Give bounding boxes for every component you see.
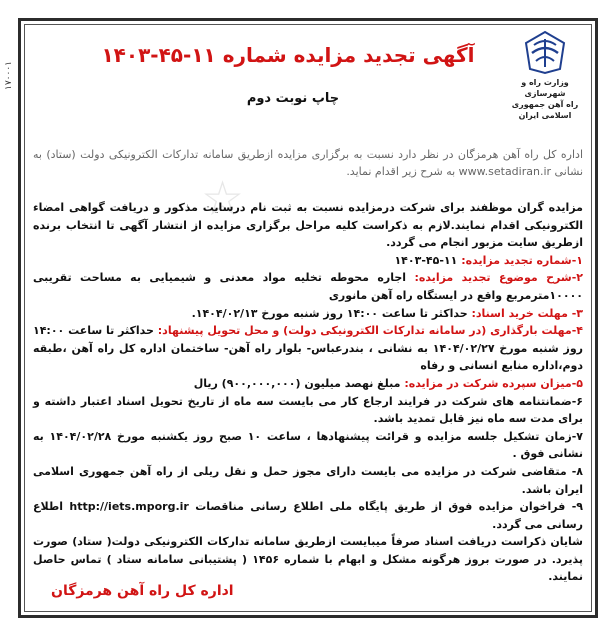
ad-frame xyxy=(4,18,598,618)
item-1-label: ۱-شماره تجدید مزایده: xyxy=(461,253,583,267)
print-round-subtitle: چاپ نوبت دوم xyxy=(246,91,340,106)
item-4-value: حداکثر تا ساعت ۱۴:۰۰ روز شنبه مورخ ۱۴۰۴/۰۲/۲۷ به نشانی ، بندرعباس- بلوار راه آهن- ساختمان اداره کل راه آهن ،طبقه دوم،اداره منابع انسانی و رفاه xyxy=(33,324,583,373)
closing-paragraph: شایان ذکراست دریافت اسناد صرفاً میبایست ازطریق سامانه تدارکات الکترونیکی دولت( ستاد) صورت پذیرد. در صورت بروز هرگونه مشکل و ابهام با شماره ۱۴۵۶ ( پشتیبانی سامانه ستاد ) تماس حاصل نمایند. xyxy=(33,535,583,584)
item-5 xyxy=(33,375,583,393)
item-3 xyxy=(33,305,583,323)
item-3-value: حداکثر تا ساعت ۱۴:۰۰ روز شنبه مورخ ۱۴۰۴/۰۲/۱۳. xyxy=(191,306,472,320)
item-3-label: ۳- مهلت خرید اسناد: xyxy=(471,306,583,320)
item-4 xyxy=(33,322,583,375)
page-title: آگهی تجدید مزایده شماره ۱۱-۴۵-۱۴۰۳ xyxy=(101,43,475,67)
item-5-label: ۵-میزان سپرده شرکت در مزایده: xyxy=(404,376,583,390)
item-9: ۹- فراخوان مزایده فوق از طریق پایگاه ملی اطلاع رسانی مناقصات http://iets.mporg.ir اطلاع رسانی می گردد. xyxy=(33,500,584,531)
issuer-signature: اداره کل راه آهن هرمزگان xyxy=(51,583,234,599)
body-paragraph-1: مزایده گران موظفند برای شرکت درمزایده نسبت به ثبت نام درسایت مذکور و دریافت گواهی امضاء الکترونیکی اقدام نمایند.لازم به ذکراست کلیه مراحل برگزاری مزایده از انتشار آگهی تا انتخاب برنده ازطریق سایت مزبور انجام می گردد. xyxy=(33,201,583,250)
intro-paragraph: اداره کل راه آهن هرمزگان در نظر دارد نسبت به برگزاری مزایده ازطریق سامانه تدارکات الکترونیکی دولت (ستاد) به نشانی www.setadiran.ir به شرح زیر اقدام نماید. xyxy=(33,148,583,178)
ministry-logo xyxy=(509,29,581,121)
item-5-value: مبلغ نهصد میلیون (۹۰۰,۰۰۰,۰۰۰) ریال xyxy=(193,376,405,390)
item-2-value: اجاره محوطه تخلیه مواد معدنی و شیمیایی به مساحت تقریبی ۱۰۰۰۰مترمربع واقع در ایستگاه راه آهن مانوری xyxy=(33,271,583,302)
item-1-value: ۱۱-۴۵-۱۴۰۳ xyxy=(394,253,462,267)
ad-body xyxy=(33,199,583,586)
item-2-label: ۲-شرح موضوع تجدید مزایده: xyxy=(414,271,583,285)
item-6: ۶-ضمانتنامه های شرکت در فرایند ارجاع کار می بایست سه ماه از تاریخ تحویل اسناد اعتبار داشته و برای مدت سه ماه نیز قابل تمدید باشد. xyxy=(33,394,583,426)
item-4-label: ۴-مهلت بارگذاری (در سامانه تدارکات الکترونیکی دولت) و محل تحویل پیشنهاد: xyxy=(157,324,583,338)
watermark: ☆ xyxy=(201,171,245,227)
ministry-line-2: راه آهن جمهوری اسلامی ایران xyxy=(511,100,579,120)
rail-emblem-icon xyxy=(522,29,568,75)
item-1 xyxy=(33,252,583,270)
ministry-name xyxy=(509,77,581,121)
side-code: ۱۷۰۰۰۱ xyxy=(4,61,14,91)
ministry-line-1: وزارت راه و شهرسازی xyxy=(521,78,569,98)
item-8: ۸- متقاضی شرکت در مزایده می بایست دارای مجوز حمل و نقل ریلی از راه آهن جمهوری اسلامی ایران باشد. xyxy=(33,464,583,496)
item-2 xyxy=(33,269,583,304)
item-7: ۷-زمان تشکیل جلسه مزایده و قرائت پیشنهادها ، ساعت ۱۰ صبح روز یکشنبه مورخ ۱۴۰۴/۰۲/۲۸ به نشانی فوق . xyxy=(33,429,583,461)
